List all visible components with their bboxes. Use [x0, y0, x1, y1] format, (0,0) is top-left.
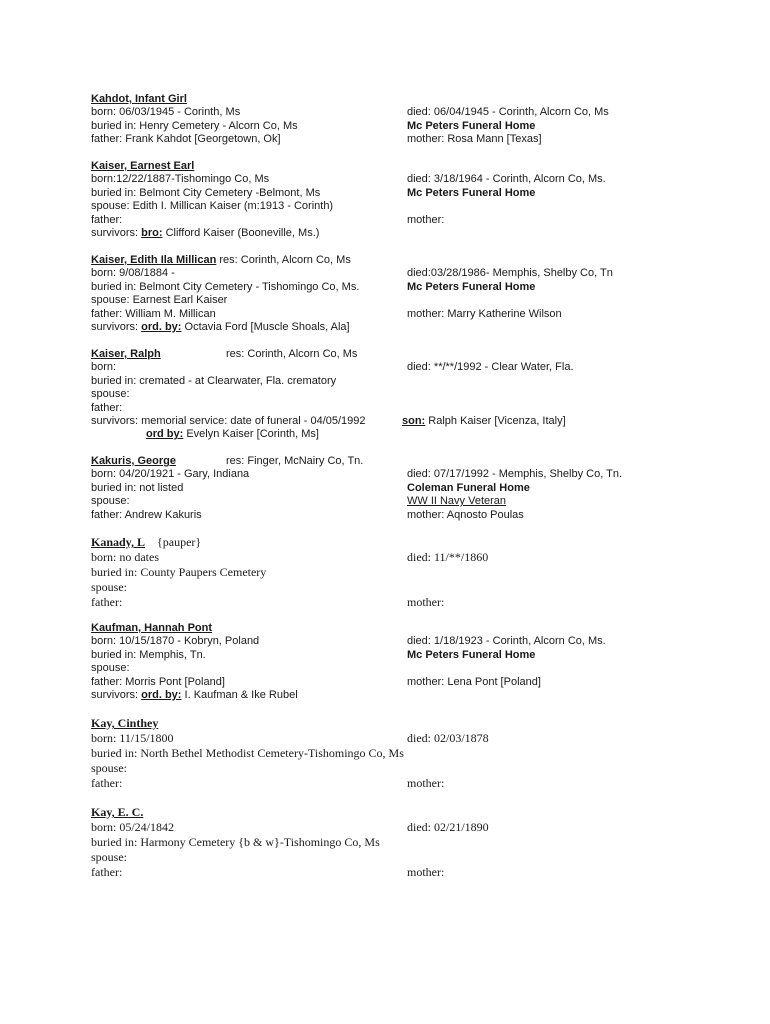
entry-name: Kanady, L — [91, 535, 146, 549]
spouse-text: spouse: — [91, 662, 130, 675]
buried-text: buried in: cremated - at Clearwater, Fla. crematory — [91, 374, 337, 387]
veteran-text: WW II Navy Veteran — [407, 495, 507, 508]
survivors-label: survivors: — [91, 320, 139, 333]
mother-text: mother: Marry Katherine Wilson — [407, 307, 562, 320]
pauper-tag: {pauper} — [157, 535, 202, 549]
funeral-home-text: Coleman Funeral Home — [407, 481, 530, 494]
born-text: born: 04/20/1921 - Gary, Indiana — [91, 468, 250, 481]
died-text: died: 02/21/1890 — [407, 820, 489, 834]
entry-name: Kaiser, Earnest Earl — [91, 160, 195, 172]
born-text: born: 10/15/1870 - Kobryn, Poland — [91, 635, 260, 648]
spouse-text: spouse: Earnest Earl Kaiser — [91, 294, 228, 307]
entry-name: Kaufman, Hannah Pont — [91, 622, 213, 634]
born-text: born: 9/08/1884 - — [91, 267, 175, 280]
mother-text: mother: — [407, 865, 445, 879]
father-text: father: William M. Millican — [91, 307, 216, 320]
survivors-names: Clifford Kaiser (Booneville, Ms.) — [162, 226, 320, 239]
died-text: died: 11/**/1860 — [407, 550, 489, 564]
father-text: father: Morris Pont [Poland] — [91, 675, 225, 688]
funeral-home-text: Mc Peters Funeral Home — [407, 648, 536, 661]
survivors-names: Octavia Ford [Muscle Shoals, Ala] — [181, 320, 350, 333]
obituary-entry-kaufman — [91, 622, 691, 702]
obituary-entry-kahdot — [91, 93, 691, 147]
survivors-relation: ord. by: — [141, 320, 182, 333]
buried-text: buried in: not listed — [91, 481, 184, 494]
born-text: born: — [91, 361, 117, 374]
father-text: father: Andrew Kakuris — [91, 508, 202, 521]
buried-text: buried in: Memphis, Tn. — [91, 648, 206, 661]
died-text: died: 07/17/1992 - Memphis, Shelby Co, Tn. — [407, 468, 623, 481]
entry-name: Kaiser, Ralph — [91, 348, 161, 360]
mother-text: mother: — [407, 776, 445, 790]
father-text: father: — [91, 865, 123, 879]
entry-name: Kaiser, Edith Ila Millican — [91, 254, 217, 266]
died-text: died: **/**/1992 - Clear Water, Fla. — [407, 361, 574, 374]
survivors-text: survivors: memorial service: date of funeral - 04/05/1992 — [91, 414, 366, 427]
survivors-names: I. Kaufman & Ike Rubel — [181, 688, 298, 701]
father-text: father: — [91, 213, 123, 226]
mother-text: mother: Aqnosto Poulas — [407, 508, 524, 521]
buried-text: buried in: Belmont City Cemetery -Belmont, Ms — [91, 186, 321, 199]
born-text: born: no dates — [91, 550, 159, 564]
buried-text: buried in: Henry Cemetery - Alcorn Co, Ms — [91, 119, 298, 132]
residence-text: res: Corinth, Alcorn Co, Ms — [216, 254, 351, 266]
survivors-relation: bro: — [141, 226, 163, 239]
died-text: died: 1/18/1923 - Corinth, Alcorn Co, Ms. — [407, 635, 606, 648]
born-text: born: 06/03/1945 - Corinth, Ms — [91, 106, 241, 119]
buried-text: buried in: County Paupers Cemetery — [91, 565, 267, 579]
ord-by-label: ord by: — [146, 428, 184, 441]
died-text: died:03/28/1986- Memphis, Shelby Co, Tn — [407, 267, 613, 280]
entry-name: Kakuris, George — [91, 455, 176, 467]
obituary-entry-kaiser-edith — [91, 254, 691, 334]
mother-text: mother: — [407, 213, 445, 226]
funeral-home-text: Mc Peters Funeral Home — [407, 280, 536, 293]
spouse-text: spouse: — [91, 850, 127, 864]
son-survivor — [402, 415, 566, 428]
died-text: died: 3/18/1964 - Corinth, Alcorn Co, Ms. — [407, 173, 606, 186]
born-text: born:12/22/1887-Tishomingo Co, Ms — [91, 173, 270, 186]
survivors-label: survivors: — [91, 688, 139, 701]
buried-text: buried in: North Bethel Methodist Cemetery-Tishomingo Co, Ms — [91, 746, 404, 760]
obituary-entry-kay-ec — [91, 805, 691, 880]
residence-text: res: Finger, McNairy Co, Tn. — [226, 455, 364, 467]
spouse-text: spouse: — [91, 495, 130, 508]
born-text: born: 11/15/1800 — [91, 731, 174, 745]
son-names: Ralph Kaiser [Vicenza, Italy] — [425, 414, 566, 427]
mother-text: mother: Lena Pont [Poland] — [407, 675, 541, 688]
son-label: son: — [402, 414, 426, 427]
spouse-text: spouse: — [91, 580, 127, 594]
father-text: father: — [91, 595, 123, 609]
residence-text: res: Corinth, Alcorn Co, Ms — [226, 348, 358, 360]
buried-text: buried in: Belmont City Cemetery - Tishomingo Co, Ms. — [91, 280, 360, 293]
buried-text: buried in: Harmony Cemetery {b & w}-Tishomingo Co, Ms — [91, 835, 380, 849]
mother-text: mother: — [407, 595, 445, 609]
obituary-entry-kaiser-earnest — [91, 160, 691, 240]
spouse-text: spouse: Edith I. Millican Kaiser (m:1913 - Corinth) — [91, 200, 334, 213]
obituary-entry-kakuris — [91, 455, 691, 522]
born-text: born: 05/24/1842 — [91, 820, 174, 834]
died-text: died: 06/04/1945 - Corinth, Alcorn Co, Ms — [407, 106, 609, 119]
survivors-relation: ord. by: — [141, 688, 182, 701]
spouse-text: spouse: — [91, 761, 127, 775]
funeral-home-text: Mc Peters Funeral Home — [407, 119, 536, 132]
entry-name: Kay, Cinthey — [91, 716, 159, 730]
funeral-home-text: Mc Peters Funeral Home — [407, 186, 536, 199]
obituary-entry-kay-cinthey — [91, 716, 691, 791]
mother-text: mother: Rosa Mann [Texas] — [407, 133, 542, 146]
father-text: father: Frank Kahdot [Georgetown, Ok] — [91, 133, 281, 146]
father-text: father: — [91, 401, 123, 414]
died-text: died: 02/03/1878 — [407, 731, 489, 745]
survivors-label: survivors: — [91, 226, 139, 239]
father-text: father: — [91, 776, 123, 790]
ord-by-names: Evelyn Kaiser [Corinth, Ms] — [183, 428, 319, 441]
entry-name: Kahdot, Infant Girl — [91, 93, 187, 105]
spouse-text: spouse: — [91, 388, 130, 401]
obituary-entry-kaiser-ralph — [91, 348, 691, 442]
obituary-entry-kanady — [91, 535, 691, 610]
entry-name: Kay, E. C. — [91, 805, 144, 819]
